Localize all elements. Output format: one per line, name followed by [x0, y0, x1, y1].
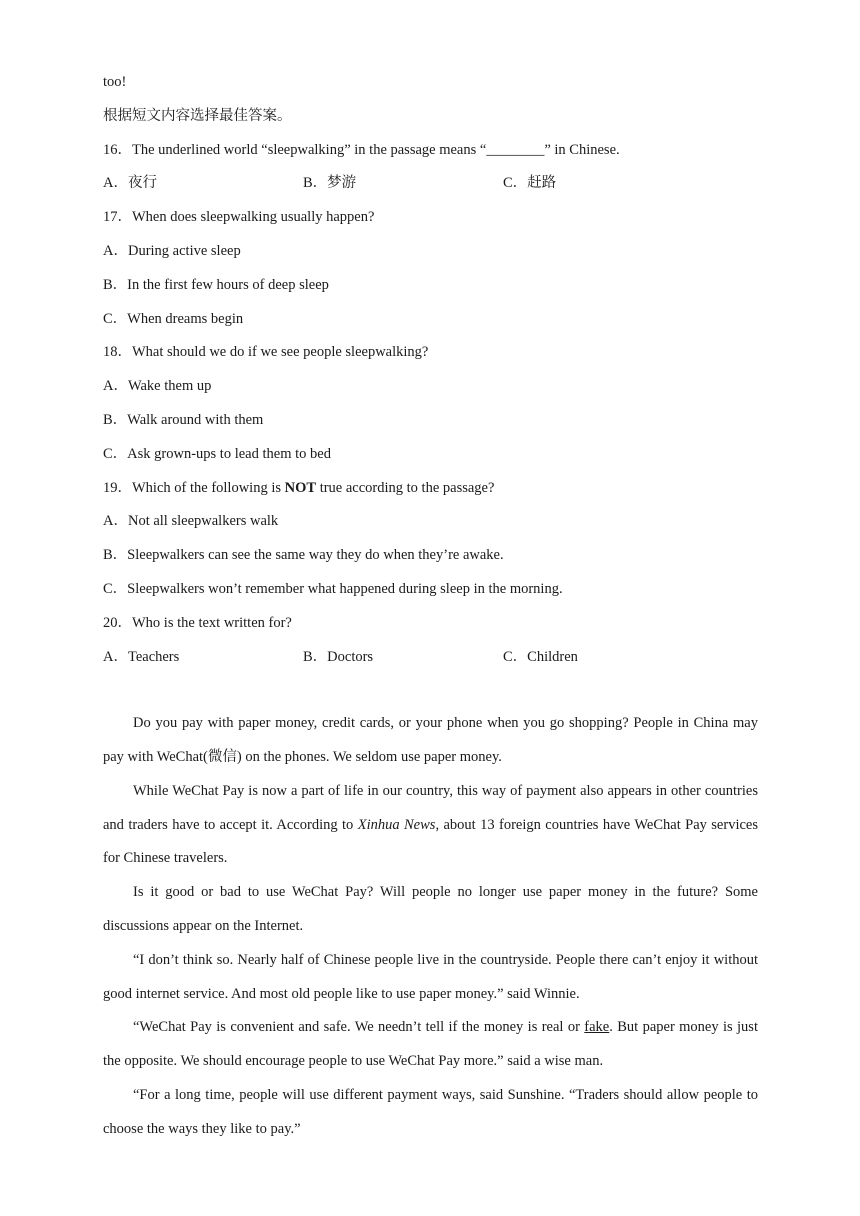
question-18-option-b: B．Walk around with them — [103, 411, 264, 428]
question-19-option-a: A．Not all sleepwalkers walk — [103, 513, 279, 530]
passage-paragraph-5-start: “WeChat Pay is convenient and safe. We needn’t tell if the money is real or — [133, 1019, 585, 1036]
question-16-option-b: B．梦游 — [303, 175, 357, 192]
question-18-option-a: A．Wake them up — [103, 378, 212, 395]
question-19-stem-start: 19．Which of the following is — [103, 479, 285, 496]
question-20-option-b: B．Doctors — [303, 648, 374, 665]
previous-passage-tail: too! — [103, 74, 127, 90]
document-page — [103, 70, 758, 1152]
question-17-stem: 17．When does sleepwalking usually happen? — [103, 209, 375, 226]
question-17-option-b: B．In the first few hours of deep sleep — [103, 276, 329, 293]
question-20-options — [103, 645, 758, 679]
passage-paragraph-2 — [103, 775, 758, 876]
passage-paragraph-6: “For a long time, people will use different payment ways, said Sunshine. “Traders should allow people to choose the ways they like to pay.” — [103, 1086, 758, 1137]
question-19-stem — [103, 476, 758, 510]
question-16-option-c: C．赶路 — [503, 175, 557, 192]
question-16-option-a: A．夜行 — [103, 175, 157, 192]
instruction: 根据短文内容选择最佳答案。 — [103, 107, 292, 124]
question-18-option-c: C．Ask grown-ups to lead them to bed — [103, 445, 331, 462]
passage-paragraph-4: “I don’t think so. Nearly half of Chinese people live in the countryside. People there can’t enjoy it without good internet service. And most old people like to use paper money.” said Winnie. — [103, 951, 758, 1002]
passage-paragraph-2-end: , about 13 foreign countries have WeChat Pay services for Chinese travelers. — [103, 816, 758, 867]
passage-paragraph-5 — [103, 1011, 758, 1079]
question-16-stem: 16．The underlined world “sleepwalking” in the passage means “________” in Chinese. — [103, 141, 620, 158]
passage-paragraph-1: Do you pay with paper money, credit cards, or your phone when you go shopping? People in China may pay with WeChat(微信) on the phones. We seldom use paper money. — [103, 715, 758, 765]
underlined-word: fake — [584, 1019, 610, 1036]
source-name: Xinhua News — [357, 816, 436, 833]
question-19-stem-end: true according to the passage? — [316, 479, 495, 496]
question-20-stem: 20．Who is the text written for? — [103, 614, 292, 631]
question-19-option-b: B．Sleepwalkers can see the same way they do when they’re awake. — [103, 547, 504, 564]
question-19-option-c: C．Sleepwalkers won’t remember what happened during sleep in the morning. — [103, 580, 563, 597]
question-20-option-c: C．Children — [503, 648, 578, 665]
question-17-option-a: A．During active sleep — [103, 242, 241, 259]
question-19-stem-emphasis: NOT — [284, 479, 317, 496]
passage-paragraph-2-start: While WeChat Pay is now a part of life in our country, this way of payment also appears in other countries and traders have to accept it. According to — [103, 782, 758, 833]
question-17-option-c: C．When dreams begin — [103, 310, 244, 327]
passage-paragraph-3: Is it good or bad to use WeChat Pay? Will people no longer use paper money in the future? Some discussions appear on the Internet. — [103, 884, 758, 934]
question-20-option-a: A．Teachers — [103, 648, 180, 665]
question-16-options — [103, 171, 758, 205]
passage-paragraph-5-end: . But paper money is just the opposite. We should encourage people to use WeChat Pay more.” said a wise man. — [103, 1019, 758, 1070]
question-18-stem: 18．What should we do if we see people sleepwalking? — [103, 344, 429, 361]
